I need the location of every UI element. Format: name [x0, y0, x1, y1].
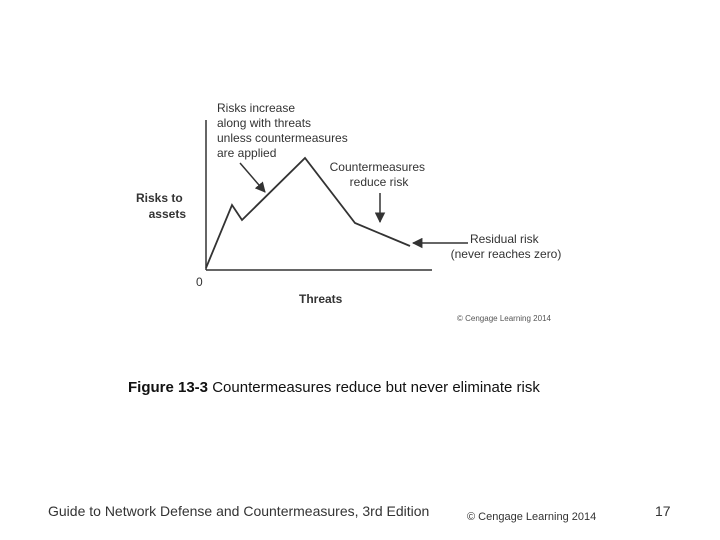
- origin-label: 0: [196, 275, 203, 289]
- image-credit: © Cengage Learning 2014: [457, 314, 551, 323]
- countermeasures-annotation: Countermeasures reduce risk: [329, 160, 426, 189]
- copyright-notice: © Cengage Learning 2014: [467, 511, 597, 523]
- figure-caption: [128, 379, 540, 396]
- y-axis-label: Risks to assets: [135, 191, 186, 221]
- figure-number: Figure 13-3: [128, 379, 209, 396]
- residual-risk-annotation: Residual risk (never reaches zero): [450, 232, 562, 261]
- page-number: 17: [655, 503, 671, 519]
- x-axis-label: Threats: [299, 292, 343, 306]
- risks-increase-annotation: Risks increase along with threats unless countermeasures are applied: [217, 101, 348, 160]
- risks-increase-arrow: [240, 163, 265, 192]
- figure-caption-text: Countermeasures reduce but never eliminate risk: [212, 379, 540, 396]
- book-title: Guide to Network Defense and Countermeasures, 3rd Edition: [48, 503, 430, 519]
